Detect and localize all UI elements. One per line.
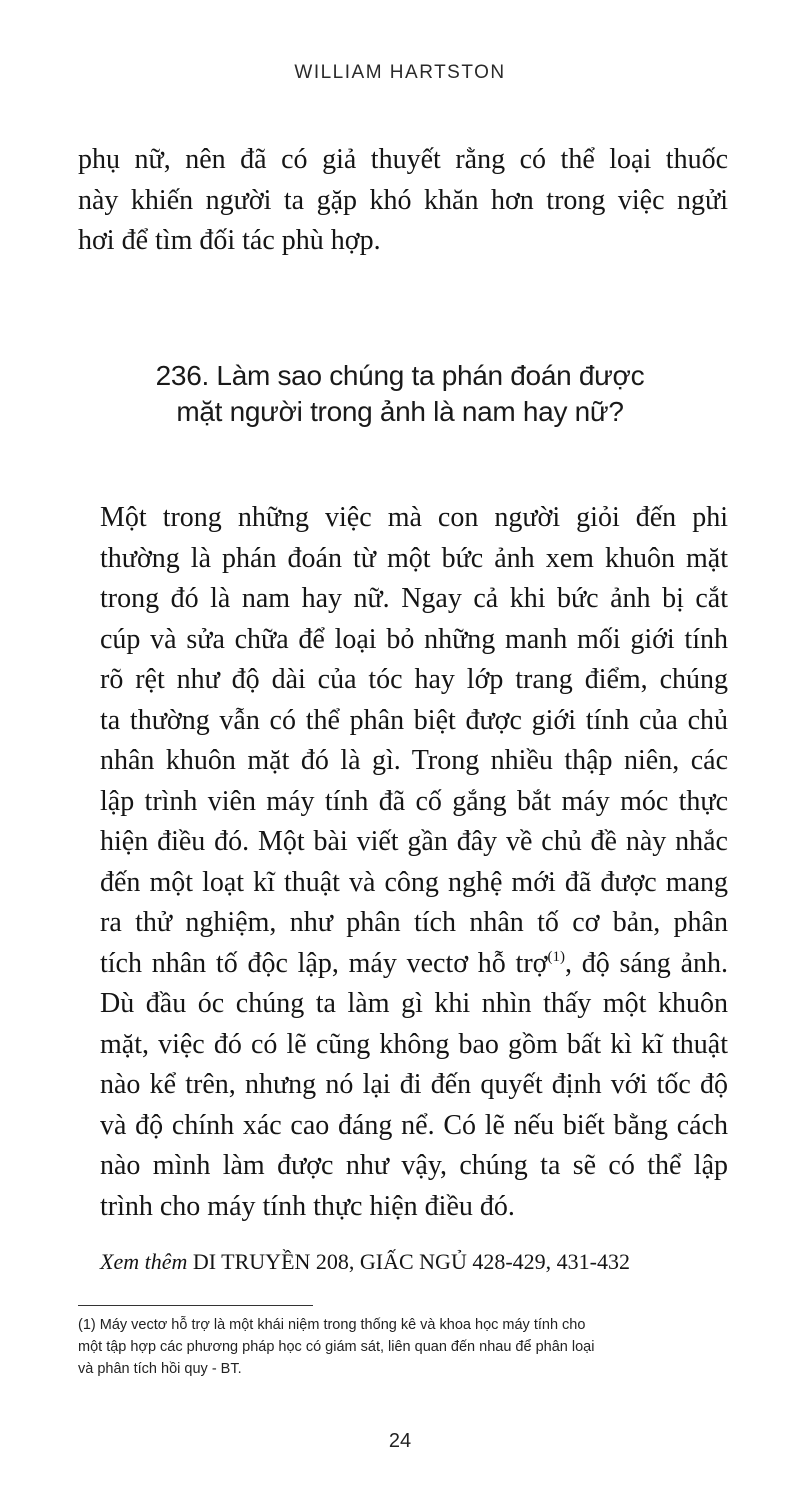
text-line: hiện điều đó. Một bài viết gần đây về chủ đề này nhắc (100, 826, 728, 857)
page-number: 24 (388, 1430, 412, 1452)
text-line: ta thường vẫn có thể phân biệt được giới tính của chủ (100, 704, 728, 736)
text-line: nhân khuôn mặt đó là gì. Trong nhiều thập niên, các (100, 745, 728, 776)
footnote-line: một tập hợp các phương pháp học có giám sát, liên quan đến nhau để phân loại (78, 1339, 595, 1355)
intro-paragraph (78, 140, 728, 262)
text-line: rõ rệt như độ dài của tóc hay lớp trang điểm, chúng (100, 664, 728, 695)
text-line: mặt, việc đó có lẽ cũng không bao gồm bất kì kĩ thuật (100, 1028, 728, 1060)
see-also-label: Xem thêm (100, 1249, 188, 1274)
footnote (78, 1314, 738, 1380)
text-line: Dù đầu óc chúng ta làm gì khi nhìn thấy một khuôn (100, 988, 728, 1019)
text-line: này khiến người ta gặp khó khăn hơn trong việc ngửi (78, 184, 728, 216)
text-line: phụ nữ, nên đã có giả thuyết rằng có thể loại thuốc (78, 144, 728, 175)
text-segment: tích nhân tố độc lập, máy vectơ hỗ trợ (100, 947, 548, 979)
body-paragraph (78, 498, 728, 1227)
text-line: ra thử nghiệm, như phân tích nhân tố cơ bản, phân (100, 907, 728, 938)
heading-line: 236. Làm sao chúng ta phán đoán được (155, 360, 645, 391)
text-line: thường là phán đoán từ một bức ảnh xem khuôn mặt (100, 542, 728, 574)
text-line: trong đó là nam hay nữ. Ngay cả khi bức ảnh bị cắt (100, 583, 728, 614)
text-line: trình cho máy tính thực hiện điều đó. (100, 1190, 515, 1222)
text-line: cúp và sửa chữa để loại bỏ những manh mối giới tính (100, 623, 728, 655)
text-line: và độ chính xác cao đáng nể. Có lẽ nếu biết bằng cách (100, 1109, 728, 1141)
text-line: lập trình viên máy tính đã cố gắng bắt máy móc thực (100, 785, 728, 817)
see-also-references: DI TRUYỀN 208, GIẤC NGỦ 428-429, 431-432 (192, 1249, 630, 1274)
see-also (100, 1248, 630, 1276)
text-line: nào kể trên, nhưng nó lại đi đến quyết định với tốc độ (100, 1069, 728, 1100)
section-heading (0, 358, 800, 430)
text-line: nào mình làm được như vậy, chúng ta sẽ có thể lập (100, 1150, 728, 1181)
text-line-with-footnote (78, 944, 728, 985)
footnote-line: và phân tích hồi quy - BT. (78, 1361, 242, 1377)
text-line: hơi để tìm đối tác phù hợp. (78, 225, 381, 256)
footnote-line: (1) Máy vectơ hỗ trợ là một khái niệm trong thống kê và khoa học máy tính cho (78, 1317, 586, 1333)
footnote-reference: (1) (547, 948, 565, 965)
text-line: Một trong những việc mà con người giỏi đến phi (100, 502, 728, 533)
running-header: WILLIAM HARTSTON (294, 62, 506, 83)
footnote-divider (78, 1305, 313, 1306)
text-segment: , độ sáng ảnh. (564, 947, 728, 979)
heading-line: mặt người trong ảnh là nam hay nữ? (176, 396, 624, 427)
text-line: đến một loạt kĩ thuật và công nghệ mới đã được mang (100, 866, 728, 898)
